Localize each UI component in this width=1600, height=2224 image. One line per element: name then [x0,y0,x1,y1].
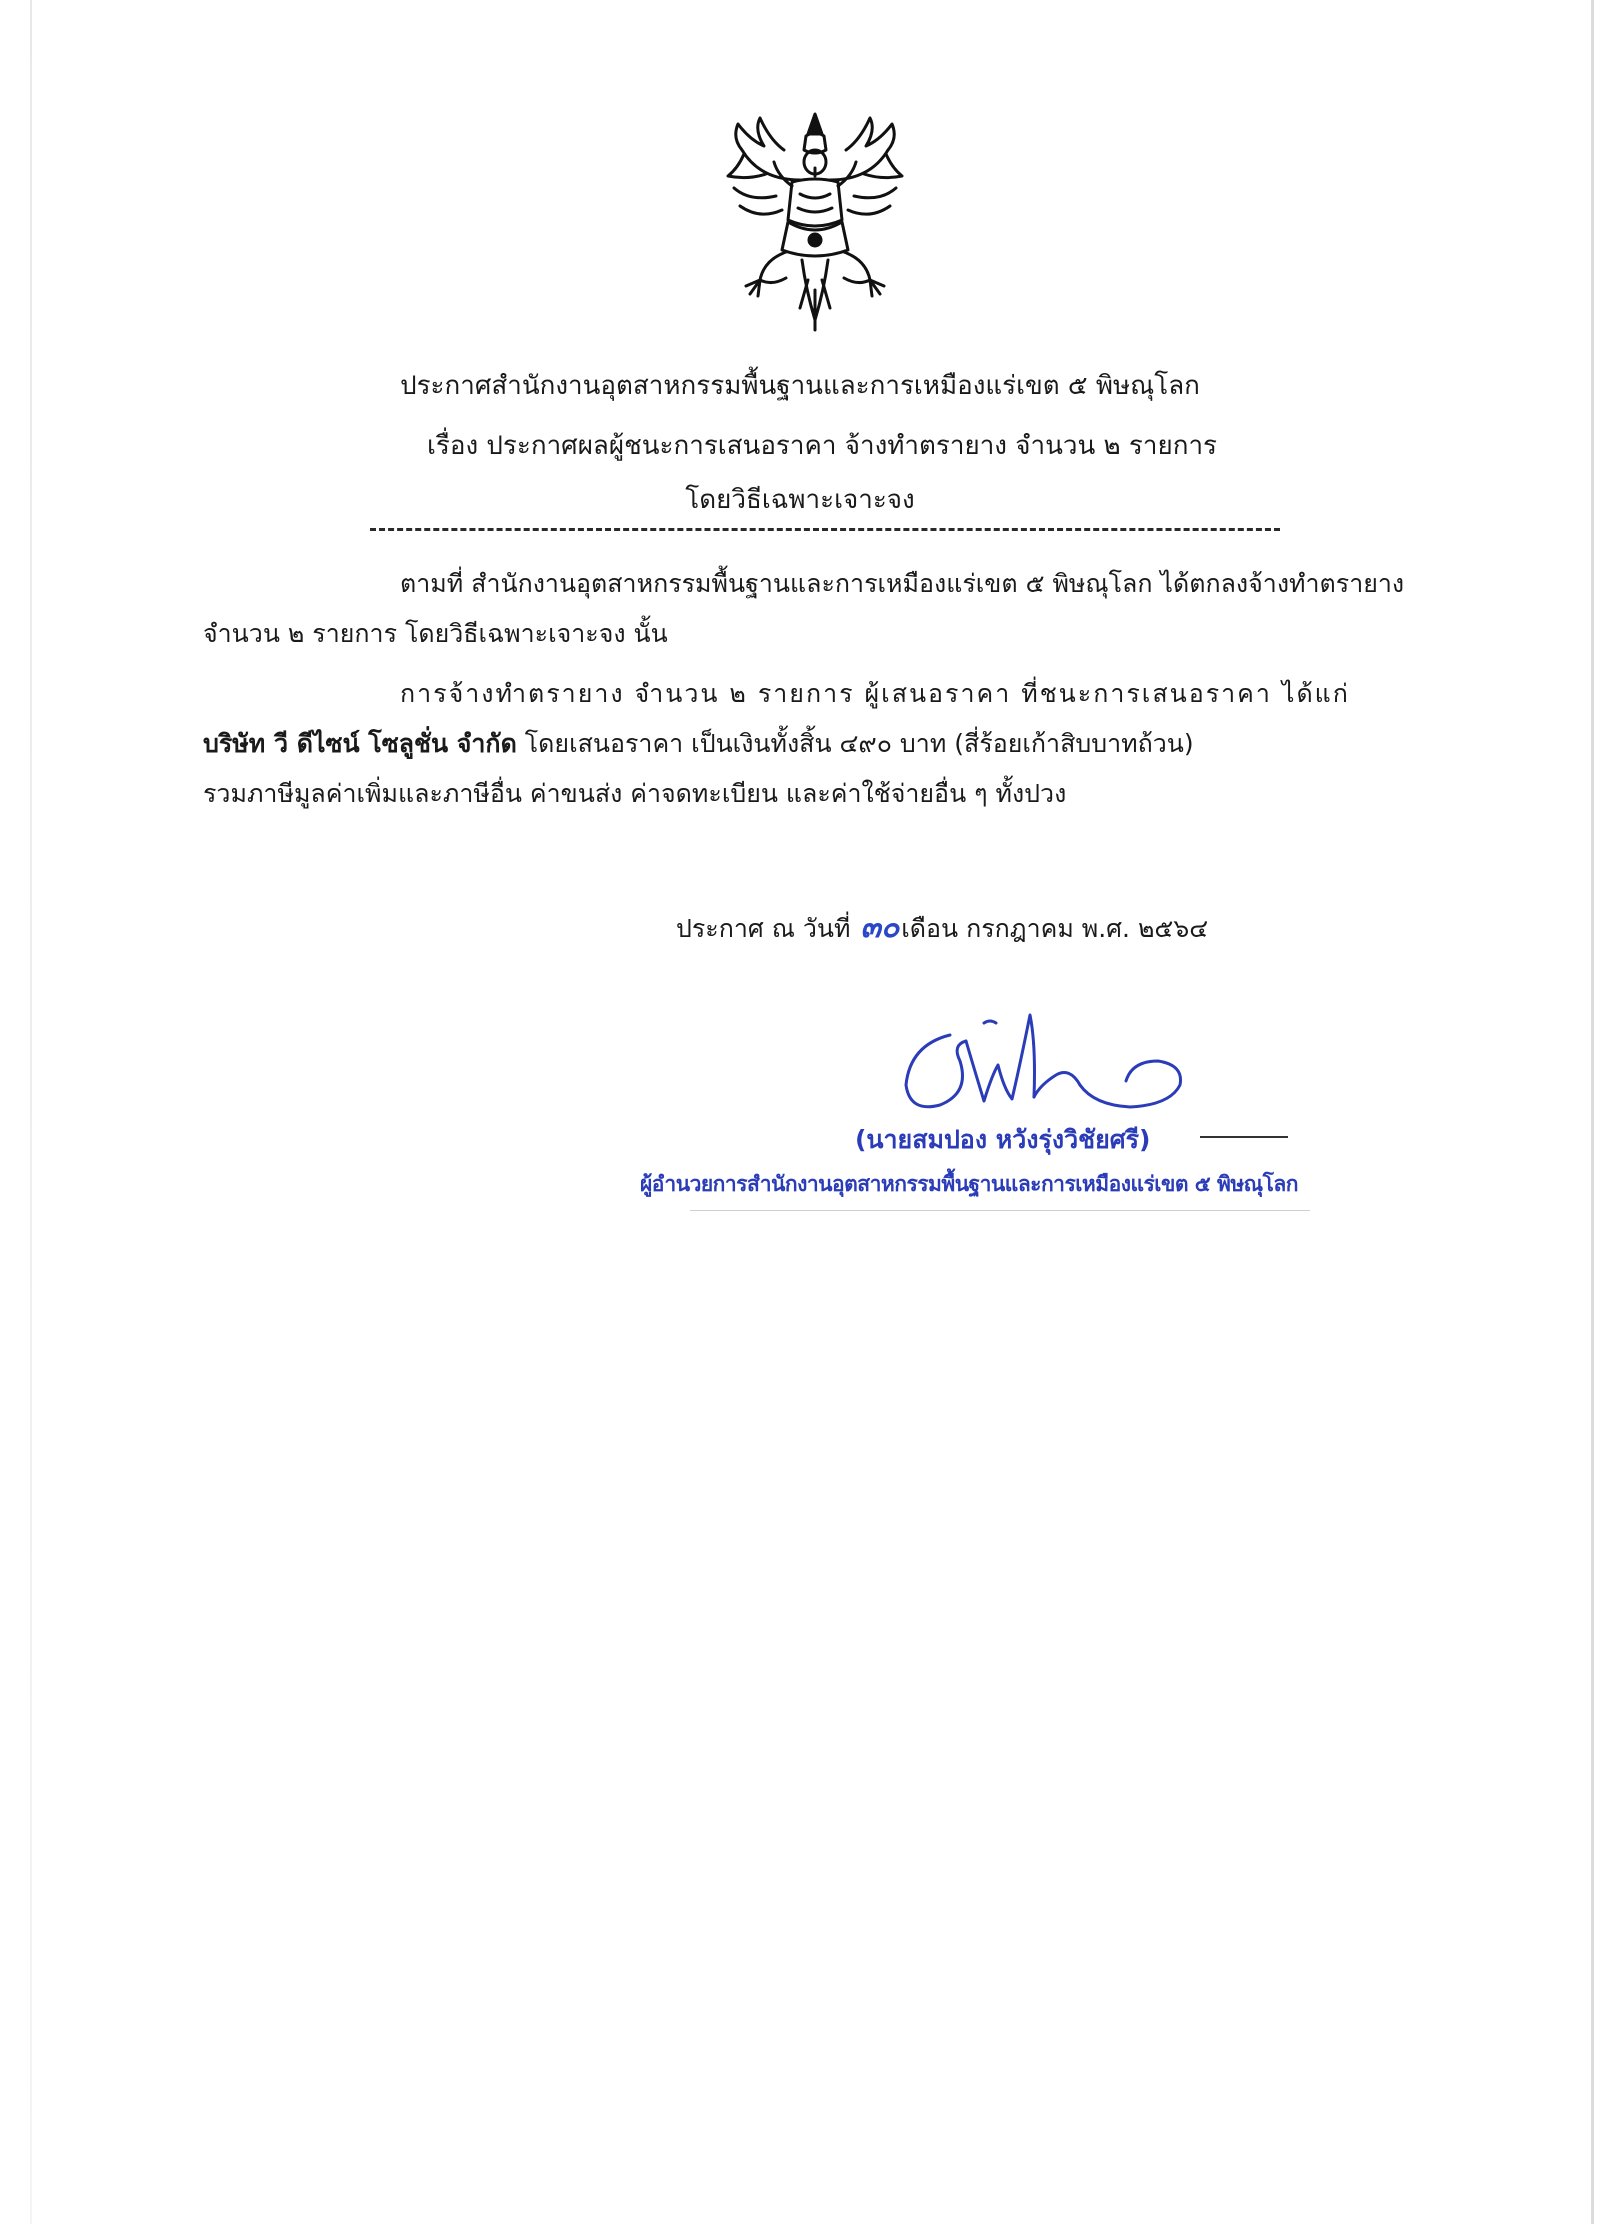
signer-underline [690,1210,1310,1211]
paragraph-1-line-2: จำนวน ๒ รายการ โดยวิธีเฉพาะเจาะจง นั้น [203,619,668,648]
scan-edge-left [30,0,32,2224]
signer-name: (นายสมปอง หวังรุ่งวิชัยศรี) [855,1125,1151,1154]
handwritten-day: ๓๐ [860,910,900,945]
scan-edge-right [1591,0,1594,2224]
paragraph-2-line-2 [203,726,1194,762]
paragraph-1-line-1: ตามที่ สำนักงานอุตสาหกรรมพื้นฐานและการเหมืองแร่เขต ๕ พิษณุโลก ได้ตกลงจ้างทำตรายาง [400,569,1405,598]
winning-company-name: บริษัท วี ดีไซน์ โซลูชั่น จำกัด [203,729,517,758]
bid-amount-text: โดยเสนอราคา เป็นเงินทั้งสิ้น ๔๙๐ บาท (สี่ร้อยเก้าสิบบาทถ้วน) [516,729,1194,758]
announcement-subject: เรื่อง ประกาศผลผู้ชนะการเสนอราคา จ้างทำตรายาง จำนวน ๒ รายการ [426,431,1218,461]
signature-image [880,1005,1200,1125]
date-prefix: ประกาศ ณ วันที่ [676,914,851,943]
garuda-emblem-icon [720,110,910,335]
dashed-divider [370,528,1280,531]
announcement-date [676,910,1208,947]
date-suffix: เดือน กรกฎาคม พ.ศ. ๒๕๖๔ [901,914,1209,943]
signer-position: ผู้อำนวยการสำนักงานอุตสาหกรรมพื้นฐานและการเหมืองแร่เขต ๕ พิษณุโลก [640,1172,1299,1196]
paragraph-2-line-3: รวมภาษีมูลค่าเพิ่มและภาษีอื่น ค่าขนส่ง ค่าจดทะเบียน และค่าใช้จ่ายอื่น ๆ ทั้งปวง [203,779,1067,808]
announcement-method: โดยวิธีเฉพาะเจาะจง [685,485,915,515]
signer-dash [1200,1136,1288,1138]
announcement-title: ประกาศสำนักงานอุตสาหกรรมพื้นฐานและการเหมืองแร่เขต ๕ พิษณุโลก [400,371,1200,401]
paragraph-2-line-1: การจ้างทำตรายาง จำนวน ๒ รายการ ผู้เสนอราคา ที่ชนะการเสนอราคา ได้แก่ [400,679,1350,708]
